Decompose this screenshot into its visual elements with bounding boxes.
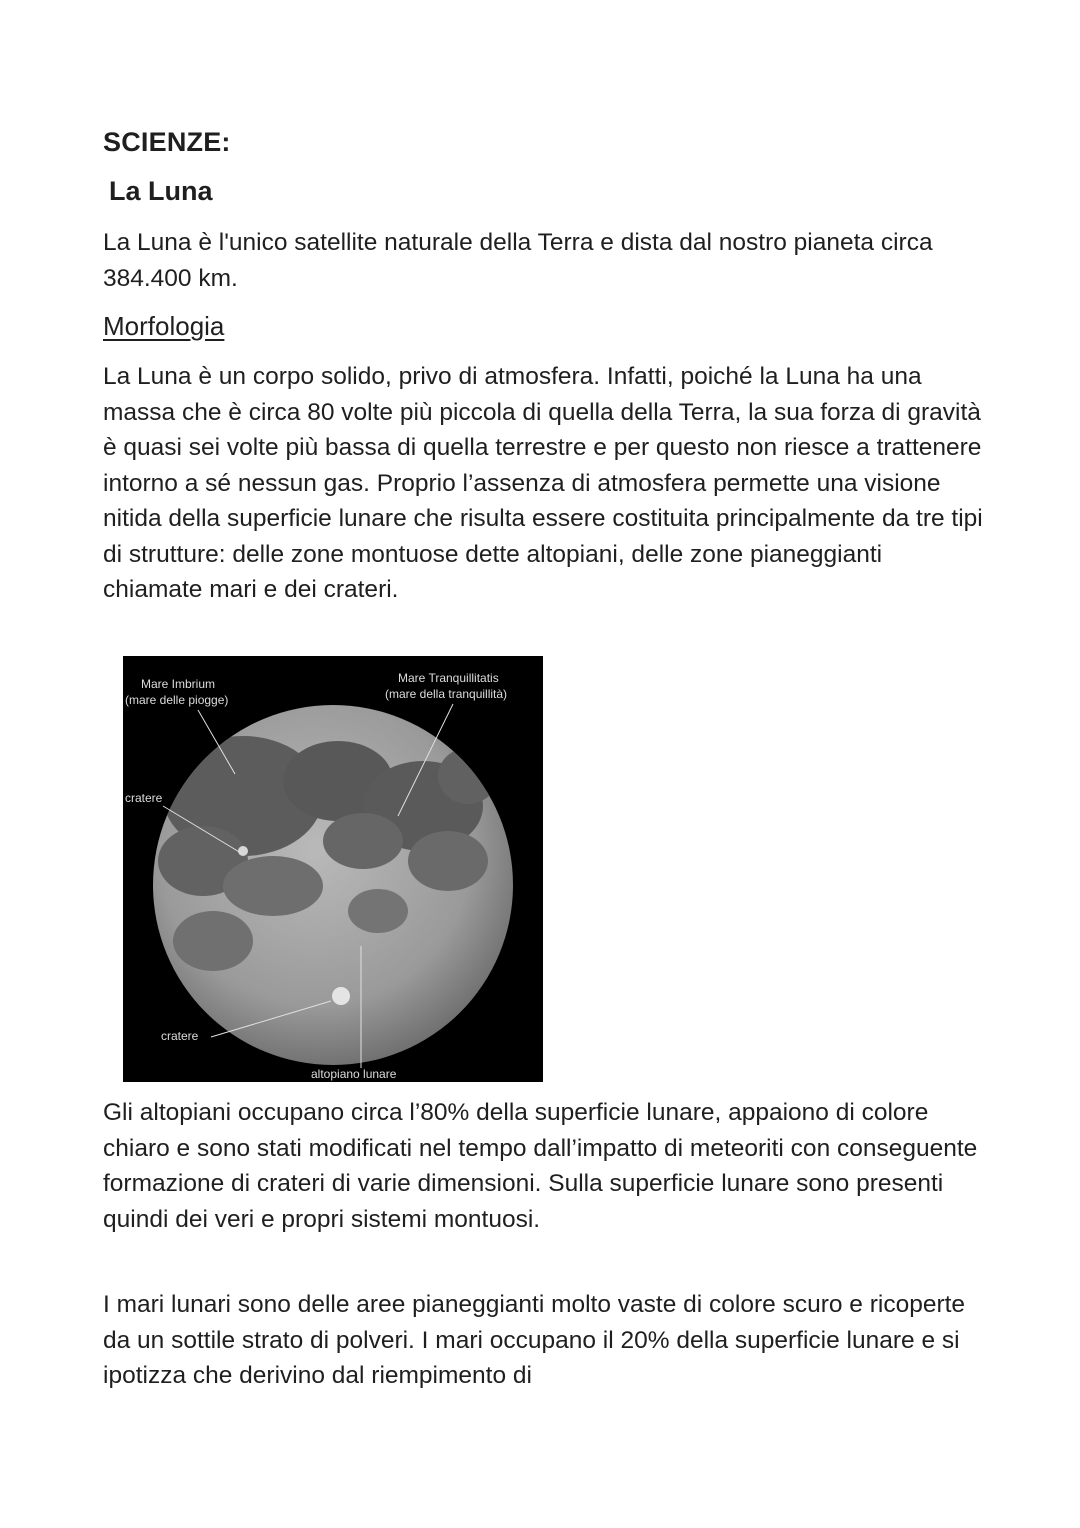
morfologia-paragraph: La Luna è un corpo solido, privo di atmosfera. Infatti, poiché la Luna ha una massa che è circa 80 volte più piccola di quella della Terra, la sua forza di gravità è quasi sei volte più bassa di quella terrestre e per questo non riesce a trattenere intorno a sé nessun gas. Proprio l’assenza di atmosfera permette una visione nitida della superficie lunare che risulta essere costituita principalmente da tre tipi di strutture: delle zone montuose dette altopiani, delle zone pianeggianti chiamate mari e dei crateri. — [103, 363, 983, 603]
label-cratere-1: cratere — [125, 791, 163, 805]
label-tranquillitatis: Mare Tranquillitatis — [398, 671, 499, 685]
label-cratere-2: cratere — [161, 1029, 199, 1043]
intro-paragraph: La Luna è l'unico satellite naturale della Terra e dista dal nostro pianeta circa 384.400 km. — [103, 229, 933, 292]
section-heading-morfologia: Morfologia — [103, 311, 225, 341]
label-altopiano: altopiano lunare — [311, 1067, 397, 1081]
crater-tycho — [332, 987, 350, 1005]
page-title: La Luna — [109, 176, 213, 206]
crater-copernicus — [238, 846, 248, 856]
altopiani-paragraph: Gli altopiani occupano circa l’80% della superficie lunare, appaiono di colore chiaro e sono stati modificati nel tempo dall’impatto di meteoriti con conseguente formazione di crateri di varie dimensioni. Sulla superficie lunare sono presenti quindi dei veri e propri sistemi montuosi. — [103, 1099, 978, 1233]
subject-heading: SCIENZE: — [103, 127, 231, 157]
moon-figure — [123, 656, 543, 1082]
label-tranquillitatis-sub: (mare della tranquillità) — [385, 687, 508, 701]
label-imbrium: Mare Imbrium — [141, 677, 216, 691]
mari-paragraph: I mari lunari sono delle aree pianeggianti molto vaste di colore scuro e ricoperte da un sottile strato di polveri. I mari occupano il 20% della superficie lunare e si ipotizza che derivino dal riempimento di — [103, 1291, 966, 1389]
moon-illustration — [123, 656, 543, 1082]
label-imbrium-sub: (mare delle piogge) — [125, 693, 229, 707]
